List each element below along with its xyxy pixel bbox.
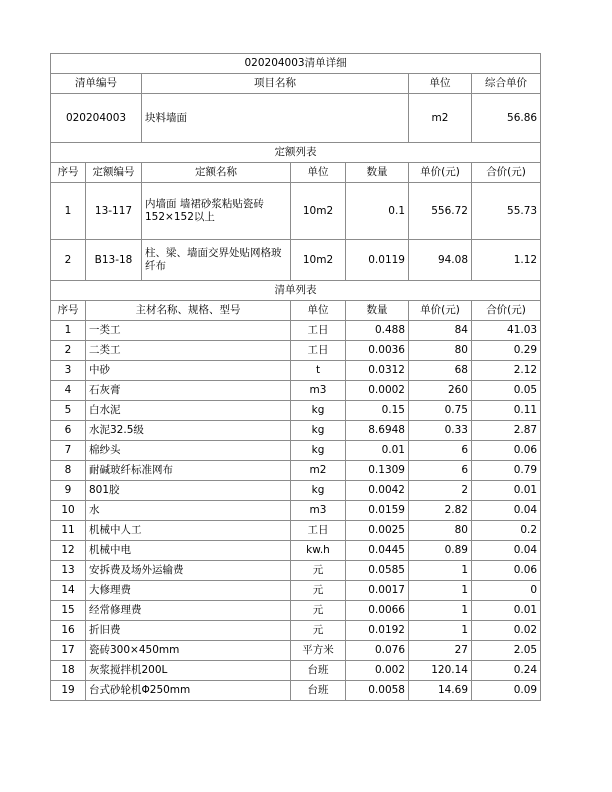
material-qty: 0.076 <box>346 641 409 661</box>
material-qty: 0.0585 <box>346 561 409 581</box>
material-name: 水 <box>86 501 291 521</box>
material-name: 大修理费 <box>86 581 291 601</box>
material-name: 台式砂轮机Φ250mm <box>86 681 291 701</box>
material-row <box>51 641 541 661</box>
material-row <box>51 361 541 381</box>
material-price: 1 <box>409 601 472 621</box>
material-no: 13 <box>51 561 86 581</box>
quota-section-row <box>51 143 541 163</box>
material-qty: 0.1309 <box>346 461 409 481</box>
material-no: 2 <box>51 341 86 361</box>
quota-name: 柱、梁、墙面交界处贴网格玻纤布 <box>142 240 291 281</box>
sheet-title: 020204003清单详细 <box>51 54 541 74</box>
material-total: 0.04 <box>472 541 541 561</box>
material-name: 机械中电 <box>86 541 291 561</box>
material-row <box>51 461 541 481</box>
quota-code: 13-117 <box>86 183 142 240</box>
quota-code: B13-18 <box>86 240 142 281</box>
material-price: 80 <box>409 521 472 541</box>
material-row <box>51 381 541 401</box>
material-row <box>51 581 541 601</box>
material-price: 2 <box>409 481 472 501</box>
material-total: 0.02 <box>472 621 541 641</box>
material-unit: 元 <box>291 601 346 621</box>
materials-col-header: 主材名称、规格、型号 <box>86 301 291 321</box>
material-name: 棉纱头 <box>86 441 291 461</box>
material-qty: 0.0159 <box>346 501 409 521</box>
material-no: 15 <box>51 601 86 621</box>
bill-name: 块料墙面 <box>142 94 409 143</box>
material-unit: kg <box>291 481 346 501</box>
material-name: 白水泥 <box>86 401 291 421</box>
material-price: 84 <box>409 321 472 341</box>
material-total: 0.11 <box>472 401 541 421</box>
material-qty: 0.002 <box>346 661 409 681</box>
material-qty: 0.488 <box>346 321 409 341</box>
material-row <box>51 421 541 441</box>
material-qty: 0.0312 <box>346 361 409 381</box>
materials-section-row <box>51 281 541 301</box>
quota-col-header: 定额编号 <box>86 163 142 183</box>
material-unit: 元 <box>291 561 346 581</box>
material-unit: kg <box>291 401 346 421</box>
quota-no: 2 <box>51 240 86 281</box>
material-no: 9 <box>51 481 86 501</box>
material-price: 6 <box>409 441 472 461</box>
quota-total: 55.73 <box>472 183 541 240</box>
bill-price: 56.86 <box>472 94 541 143</box>
material-qty: 0.15 <box>346 401 409 421</box>
material-unit: 台班 <box>291 661 346 681</box>
material-row <box>51 681 541 701</box>
material-row <box>51 401 541 421</box>
quota-row <box>51 240 541 281</box>
material-total: 0.79 <box>472 461 541 481</box>
quota-col-header: 数量 <box>346 163 409 183</box>
material-qty: 0.0192 <box>346 621 409 641</box>
material-row <box>51 481 541 501</box>
material-name: 801胶 <box>86 481 291 501</box>
material-unit: t <box>291 361 346 381</box>
quota-total: 1.12 <box>472 240 541 281</box>
material-name: 水泥32.5级 <box>86 421 291 441</box>
material-total: 0.06 <box>472 441 541 461</box>
material-total: 0 <box>472 581 541 601</box>
material-no: 17 <box>51 641 86 661</box>
quota-price: 556.72 <box>409 183 472 240</box>
quota-unit: 10m2 <box>291 183 346 240</box>
material-total: 41.03 <box>472 321 541 341</box>
bill-detail-table <box>50 53 541 701</box>
material-unit: 工日 <box>291 341 346 361</box>
material-price: 27 <box>409 641 472 661</box>
material-name: 安拆费及场外运输费 <box>86 561 291 581</box>
material-price: 14.69 <box>409 681 472 701</box>
material-qty: 8.6948 <box>346 421 409 441</box>
material-qty: 0.0066 <box>346 601 409 621</box>
quota-col-header: 定额名称 <box>142 163 291 183</box>
material-total: 0.01 <box>472 601 541 621</box>
col-header-code: 清单编号 <box>51 74 142 94</box>
material-total: 0.29 <box>472 341 541 361</box>
material-price: 68 <box>409 361 472 381</box>
material-row <box>51 321 541 341</box>
material-no: 4 <box>51 381 86 401</box>
material-qty: 0.0445 <box>346 541 409 561</box>
quota-section-title: 定额列表 <box>51 143 541 163</box>
material-no: 10 <box>51 501 86 521</box>
material-total: 2.12 <box>472 361 541 381</box>
material-total: 0.06 <box>472 561 541 581</box>
material-name: 石灰膏 <box>86 381 291 401</box>
quota-col-header: 合价(元) <box>472 163 541 183</box>
material-price: 80 <box>409 341 472 361</box>
quota-col-header: 单位 <box>291 163 346 183</box>
material-no: 6 <box>51 421 86 441</box>
material-unit: m2 <box>291 461 346 481</box>
material-no: 7 <box>51 441 86 461</box>
material-unit: 平方米 <box>291 641 346 661</box>
material-name: 耐碱玻纤标准网布 <box>86 461 291 481</box>
material-qty: 0.0017 <box>346 581 409 601</box>
material-total: 0.01 <box>472 481 541 501</box>
col-header-price: 综合单价 <box>472 74 541 94</box>
material-name: 一类工 <box>86 321 291 341</box>
material-price: 6 <box>409 461 472 481</box>
material-unit: kg <box>291 441 346 461</box>
material-no: 11 <box>51 521 86 541</box>
material-no: 1 <box>51 321 86 341</box>
material-price: 1 <box>409 621 472 641</box>
quota-qty: 0.0119 <box>346 240 409 281</box>
material-no: 12 <box>51 541 86 561</box>
quota-header-row <box>51 163 541 183</box>
quota-price: 94.08 <box>409 240 472 281</box>
material-row <box>51 621 541 641</box>
quota-name: 内墙面 墙裙砂浆粘贴瓷砖152×152以上 <box>142 183 291 240</box>
materials-col-header: 单位 <box>291 301 346 321</box>
material-qty: 0.0042 <box>346 481 409 501</box>
material-price: 0.33 <box>409 421 472 441</box>
material-row <box>51 441 541 461</box>
material-qty: 0.0025 <box>346 521 409 541</box>
material-no: 3 <box>51 361 86 381</box>
material-name: 二类工 <box>86 341 291 361</box>
title-row <box>51 54 541 74</box>
material-price: 1 <box>409 581 472 601</box>
material-row <box>51 601 541 621</box>
material-row <box>51 521 541 541</box>
materials-col-header: 合价(元) <box>472 301 541 321</box>
materials-col-header: 序号 <box>51 301 86 321</box>
material-name: 折旧费 <box>86 621 291 641</box>
material-total: 0.09 <box>472 681 541 701</box>
bill-detail-sheet <box>50 53 540 701</box>
header-values-row <box>51 94 541 143</box>
material-row <box>51 561 541 581</box>
material-unit: 工日 <box>291 321 346 341</box>
material-qty: 0.0058 <box>346 681 409 701</box>
material-unit: m3 <box>291 501 346 521</box>
material-name: 中砂 <box>86 361 291 381</box>
materials-header-row <box>51 301 541 321</box>
materials-col-header: 单价(元) <box>409 301 472 321</box>
material-qty: 0.01 <box>346 441 409 461</box>
material-row <box>51 661 541 681</box>
material-unit: kg <box>291 421 346 441</box>
material-no: 14 <box>51 581 86 601</box>
material-qty: 0.0036 <box>346 341 409 361</box>
material-unit: kw.h <box>291 541 346 561</box>
quota-col-header: 单价(元) <box>409 163 472 183</box>
material-unit: 工日 <box>291 521 346 541</box>
material-price: 0.89 <box>409 541 472 561</box>
material-unit: m3 <box>291 381 346 401</box>
col-header-name: 项目名称 <box>142 74 409 94</box>
material-price: 260 <box>409 381 472 401</box>
bill-code: 020204003 <box>51 94 142 143</box>
material-name: 瓷砖300×450mm <box>86 641 291 661</box>
material-total: 2.05 <box>472 641 541 661</box>
materials-section-title: 清单列表 <box>51 281 541 301</box>
material-no: 5 <box>51 401 86 421</box>
quota-unit: 10m2 <box>291 240 346 281</box>
material-total: 0.05 <box>472 381 541 401</box>
material-no: 18 <box>51 661 86 681</box>
material-name: 灰浆搅拌机200L <box>86 661 291 681</box>
material-unit: 元 <box>291 621 346 641</box>
material-qty: 0.0002 <box>346 381 409 401</box>
quota-qty: 0.1 <box>346 183 409 240</box>
material-price: 2.82 <box>409 501 472 521</box>
material-total: 0.04 <box>472 501 541 521</box>
quota-row <box>51 183 541 240</box>
material-no: 16 <box>51 621 86 641</box>
material-total: 0.24 <box>472 661 541 681</box>
material-unit: 元 <box>291 581 346 601</box>
material-no: 19 <box>51 681 86 701</box>
material-row <box>51 501 541 521</box>
material-name: 机械中人工 <box>86 521 291 541</box>
material-name: 经常修理费 <box>86 601 291 621</box>
material-row <box>51 341 541 361</box>
col-header-unit: 单位 <box>409 74 472 94</box>
header-columns-row <box>51 74 541 94</box>
material-total: 2.87 <box>472 421 541 441</box>
material-price: 120.14 <box>409 661 472 681</box>
quota-col-header: 序号 <box>51 163 86 183</box>
material-row <box>51 541 541 561</box>
material-unit: 台班 <box>291 681 346 701</box>
material-price: 0.75 <box>409 401 472 421</box>
materials-col-header: 数量 <box>346 301 409 321</box>
bill-unit: m2 <box>409 94 472 143</box>
material-no: 8 <box>51 461 86 481</box>
quota-no: 1 <box>51 183 86 240</box>
material-total: 0.2 <box>472 521 541 541</box>
material-price: 1 <box>409 561 472 581</box>
